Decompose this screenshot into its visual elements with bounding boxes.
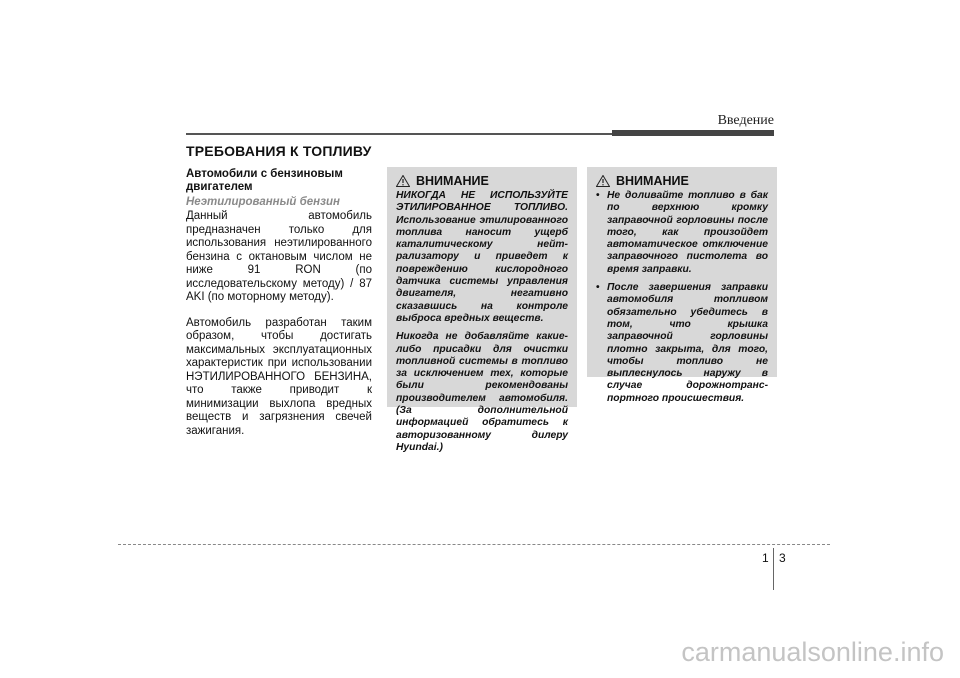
page-number-divider	[773, 548, 774, 590]
warning-list-item: • После завершения заправки автомобиля топливом обязательно убедитесь в том, что крышка заправочной горловины плотно закрыта, для того, чтобы топливо не выплеснулось наружу в случае дорожнотранс-портного происшествия.	[596, 282, 768, 405]
warning-triangle-icon	[396, 175, 410, 187]
warning-paragraph: Никогда не добавляйте какие-либо присадки для очистки топливной системы в топливо за исключением тех, которые были рекомендованы производителем автомобиля. (За дополнительной информацией обратитесь к авторизованному дилеру Hyundai.)	[396, 331, 568, 453]
section-title: Введение	[717, 113, 774, 128]
warning-paragraph: НИКОГДА НЕ ИСПОЛЬЗУЙТЕ ЭТИЛИРОВАННОЕ ТОПЛИВО. Использование этилированного топлива наносит ущерб каталитическому нейт-рализатору и приведет к повреждению кислородного датчика системы управления двигателя, негативно сказавшись на контроле выброса вредных веществ.	[396, 190, 568, 324]
footer-rule	[118, 544, 830, 545]
subheading-italic: Неэтилированный бензин	[186, 196, 340, 208]
section-number: 1	[762, 551, 769, 565]
main-column	[186, 143, 372, 450]
fuel-paragraph-1: Данный автомобиль предназначен только для использования неэтилированного бензина с октановым числом не ниже 91 RON (по исследовательскому методу) / 87 AKI (по моторному методу).	[186, 210, 372, 303]
page-number: 3	[779, 551, 786, 565]
warning-list	[587, 190, 777, 405]
header-rule-accent	[612, 130, 774, 136]
warning-title: ВНИМАНИЕ	[416, 174, 489, 188]
warning-box-1	[387, 167, 577, 453]
warning-triangle-icon	[596, 175, 610, 187]
warning-list-item: • Не доливайте топливо в бак по верхнюю кромку заправочной горловины после того, как произойдет автоматическое отключение заправочного пистолета во время заправки.	[596, 190, 768, 276]
subheading: Автомобили с бензиновым двигателем	[186, 168, 343, 193]
warning-box-2	[587, 167, 777, 404]
warning-title: ВНИМАНИЕ	[616, 174, 689, 188]
fuel-paragraph-2: Автомобиль разработан таким образом, чтобы достигать максимальных эксплуатационных характеристик при использовании НЭТИЛИРОВАННОГО БЕНЗИНА, что также приводит к минимизации выхлопа вредных веществ и загрязнения свечей зажигания.	[186, 316, 372, 437]
page-heading: ТРЕБОВАНИЯ К ТОПЛИВУ	[186, 143, 372, 159]
watermark: carmanualsonline.info	[681, 637, 944, 667]
